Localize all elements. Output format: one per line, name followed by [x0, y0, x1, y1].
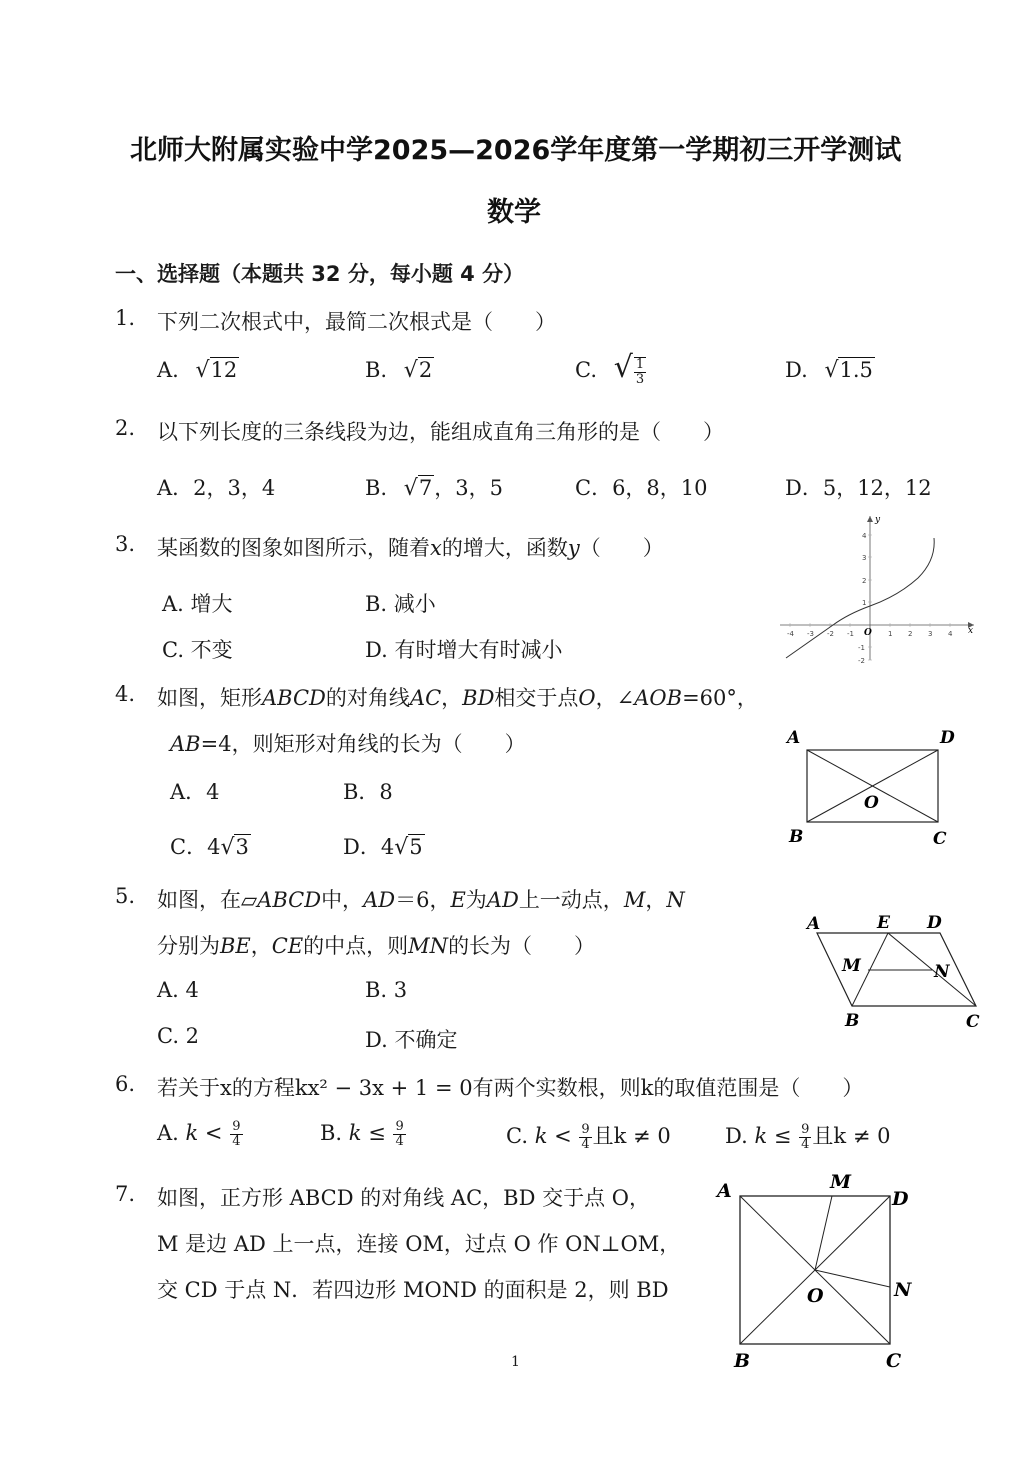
label-m: M	[842, 956, 861, 976]
page-number: 1	[511, 1354, 520, 1370]
label-b: B	[734, 1350, 751, 1372]
q2-option-a[interactable]: A．2，3，4	[157, 476, 276, 500]
var-mn: MN	[408, 934, 449, 958]
section-heading: 一、选择题（本题共 32 分，每小题 4 分）	[115, 262, 525, 286]
origin-label: O	[864, 628, 872, 638]
q5-option-a[interactable]: A. 4	[157, 978, 199, 1002]
x-tick-label: -3	[807, 630, 814, 638]
q2-number: 2.	[115, 416, 136, 440]
q2-option-d[interactable]: D．5，12，12	[785, 476, 932, 500]
q4-stem	[157, 682, 758, 712]
label-e: E	[877, 913, 890, 933]
stem-text: ，	[645, 888, 667, 912]
x-tick-label: 2	[908, 630, 913, 638]
option-letter: B.	[320, 1121, 343, 1145]
coefficient: 4	[380, 835, 395, 859]
condition: 且k ≠ 0	[592, 1124, 671, 1148]
q4-option-a[interactable]: A．4	[170, 780, 220, 804]
q3-number: 3.	[115, 532, 136, 556]
x-axis-label: x	[968, 626, 974, 636]
relation: k <	[534, 1124, 572, 1148]
option-letter: C．	[170, 835, 208, 859]
label-o: O	[807, 1285, 824, 1307]
q1-option-b[interactable]: B. √2	[365, 358, 433, 383]
label-n: N	[934, 962, 950, 982]
y-tick-label: 1	[862, 599, 867, 607]
q5-number: 5.	[115, 884, 136, 908]
stem-text: 上一动点，	[518, 888, 624, 912]
y-axis-label: y	[875, 515, 881, 525]
coefficient: 4	[207, 835, 221, 859]
q3-option-c[interactable]: C. 不变	[162, 638, 233, 662]
radicand: 5	[409, 835, 423, 859]
q2-option-c[interactable]: C．6，8，10	[575, 476, 708, 500]
function-curve	[786, 538, 934, 658]
q1-a-radicand: 12	[210, 358, 238, 382]
q6-option-d[interactable]	[725, 1120, 890, 1152]
stem-text: 的长为（ ）	[448, 934, 596, 958]
parallelogram-figure	[800, 910, 990, 1035]
q1-option-d[interactable]: D. √1.5	[785, 358, 873, 383]
q6-option-a[interactable]	[157, 1120, 244, 1149]
label-a: A	[807, 914, 821, 934]
stem-text: ，	[250, 934, 272, 958]
stem-text: 分别为	[157, 934, 220, 958]
stem-text: ，∠	[595, 686, 635, 710]
relation: k <	[185, 1121, 223, 1145]
stem-text: 相交于点	[494, 686, 579, 710]
stem-text: ，	[441, 686, 463, 710]
stem-text: 某函数的图象如图所示，随着	[157, 536, 430, 560]
q5-option-d[interactable]: D. 不确定	[365, 1028, 458, 1052]
stem-text: 为	[465, 888, 487, 912]
var-ac: AC	[409, 686, 442, 710]
var-bd: BD	[462, 686, 495, 710]
label-d: D	[940, 728, 955, 748]
radicand: 3	[235, 835, 249, 859]
stem-text: （ ）	[579, 536, 664, 560]
fraction-denominator: 4	[395, 1134, 404, 1149]
y-tick-label: 4	[862, 532, 867, 540]
label-d: D	[892, 1188, 909, 1210]
relation: k ≤	[348, 1121, 386, 1145]
q7-number: 7.	[115, 1182, 136, 1206]
q7-line1: 如图，正方形 ABCD 的对角线 AC，BD 交于点 O，	[157, 1186, 650, 1210]
x-tick-label: 4	[948, 630, 953, 638]
q3-stem	[157, 532, 664, 562]
label-b: B	[845, 1011, 860, 1031]
x-tick-label: 3	[928, 630, 933, 638]
function-graph	[778, 512, 978, 665]
fraction-denominator: 4	[232, 1134, 241, 1149]
label-c: C	[966, 1012, 980, 1032]
y-axis-arrow-icon	[867, 516, 873, 522]
x-tick-label: -4	[787, 630, 794, 638]
x-tick-label: -2	[827, 630, 834, 638]
stem-text: 的中点，则	[303, 934, 409, 958]
stem-text: 如图，矩形	[157, 686, 262, 710]
stem-text: 的对角线	[325, 686, 410, 710]
y-tick-label: -2	[858, 657, 865, 665]
fraction-numerator: 9	[232, 1119, 241, 1134]
stem-text: =4，则矩形对角线的长为（ ）	[200, 732, 526, 756]
rectangle-figure	[780, 724, 970, 854]
segment-om	[815, 1196, 832, 1270]
var-y: y	[567, 536, 580, 560]
var-ab: AB	[170, 732, 201, 756]
stem-text: 如图，在▱	[157, 888, 258, 912]
var-abcd: ABCD	[262, 686, 326, 710]
q1-option-c[interactable]: C. √ $\frac{1}{3}$	[575, 350, 645, 387]
q3-option-b[interactable]: B. 减小	[365, 592, 436, 616]
label-c: C	[933, 829, 947, 849]
q1-d-radicand: 1.5	[839, 358, 873, 382]
subject-title: 数学	[487, 197, 541, 228]
var-e: E	[450, 888, 466, 912]
option-letter: B.	[365, 476, 388, 500]
fraction-numerator: 9	[801, 1122, 810, 1137]
relation: k ≤	[754, 1124, 792, 1148]
q4-option-d[interactable]: D．4√5	[343, 835, 423, 860]
q6-option-b[interactable]	[320, 1120, 407, 1149]
var-aob: AOB	[634, 686, 683, 710]
condition: 且k ≠ 0	[812, 1124, 891, 1148]
y-tick-label: -1	[858, 644, 865, 652]
q1-stem: 下列二次根式中，最简二次根式是（ ）	[157, 310, 556, 334]
q3-option-d[interactable]: D. 有时增大有时减小	[365, 638, 563, 662]
option-letter: A.	[157, 358, 179, 382]
q1-c-numerator: 1	[635, 356, 645, 372]
label-d: D	[927, 913, 942, 933]
q4-stem-line2	[170, 728, 526, 758]
stem-text: ＝6，	[395, 888, 451, 912]
q1-c-denominator: 3	[635, 371, 645, 387]
q1-b-radicand: 2	[418, 358, 433, 382]
stem-text: 的增大，函数	[441, 536, 568, 560]
fraction-denominator: 4	[801, 1137, 810, 1152]
q3-option-a[interactable]: A. 增大	[162, 592, 233, 616]
label-b: B	[789, 827, 804, 847]
fraction-numerator: 9	[581, 1122, 590, 1137]
label-a: A	[787, 728, 801, 748]
q6-number: 6.	[115, 1072, 136, 1096]
fraction-denominator: 4	[581, 1137, 590, 1152]
y-tick-label: 3	[862, 554, 867, 562]
q5-stem	[157, 884, 685, 914]
label-n: N	[894, 1279, 912, 1301]
q4-option-b[interactable]: B．8	[343, 780, 393, 804]
var-x: x	[430, 536, 442, 560]
q7-line3: 交 CD 于点 N．若四边形 MOND 的面积是 2，则 BD	[157, 1278, 669, 1302]
square-figure	[712, 1170, 927, 1375]
q4-option-c[interactable]: C．4√3	[170, 835, 249, 860]
var-ad: AD	[486, 888, 519, 912]
y-tick-label: 2	[862, 577, 867, 585]
var-be: BE	[220, 934, 251, 958]
fraction-numerator: 9	[395, 1119, 404, 1134]
var-abcd: ABCD	[257, 888, 322, 912]
stem-text: =60°，	[682, 686, 758, 710]
segment-on	[815, 1270, 890, 1287]
q4-number: 4.	[115, 682, 136, 706]
q5-option-b[interactable]: B. 3	[365, 978, 408, 1002]
q7-line2: M 是边 AD 上一点，连接 OM，过点 O 作 ON⊥OM，	[157, 1232, 681, 1256]
q6-option-c[interactable]	[506, 1120, 671, 1152]
label-o: O	[864, 793, 879, 813]
var-ce: CE	[271, 934, 304, 958]
var-n: N	[666, 888, 685, 912]
option-letter: D.	[785, 358, 808, 382]
option-letter: A.	[157, 1121, 179, 1145]
option-letter: D.	[725, 1124, 748, 1148]
var-ad: AD	[363, 888, 396, 912]
q2-option-b[interactable]: B. √7，3，5	[365, 476, 503, 501]
q2-b-rest: ，3，5	[434, 476, 503, 500]
var-m: M	[623, 888, 646, 912]
stem-text: 中，	[321, 888, 364, 912]
var-o: O	[578, 686, 596, 710]
q5-option-c[interactable]: C. 2	[157, 1024, 200, 1048]
label-m: M	[830, 1171, 852, 1193]
option-letter: B.	[365, 358, 388, 382]
q5-stem-line2	[157, 930, 595, 960]
label-a: A	[717, 1180, 732, 1202]
option-letter: C.	[575, 358, 597, 382]
option-letter: D．	[343, 835, 381, 859]
q2-b-radicand: 7	[418, 476, 433, 500]
q1-number: 1.	[115, 306, 136, 330]
q2-stem: 以下列长度的三条线段为边，能组成直角三角形的是（ ）	[157, 420, 724, 444]
option-letter: C.	[506, 1124, 528, 1148]
x-tick-label: 1	[888, 630, 893, 638]
x-tick-label: -1	[847, 630, 854, 638]
page-title: 北师大附属实验中学2025—2026学年度第一学期初三开学测试	[130, 135, 902, 166]
q6-stem: 若关于x的方程kx² − 3x + 1 = 0有两个实数根，则k的取值范围是（ ）	[157, 1076, 864, 1100]
label-c: C	[886, 1350, 902, 1372]
q1-option-a[interactable]: A. √12	[157, 358, 238, 383]
